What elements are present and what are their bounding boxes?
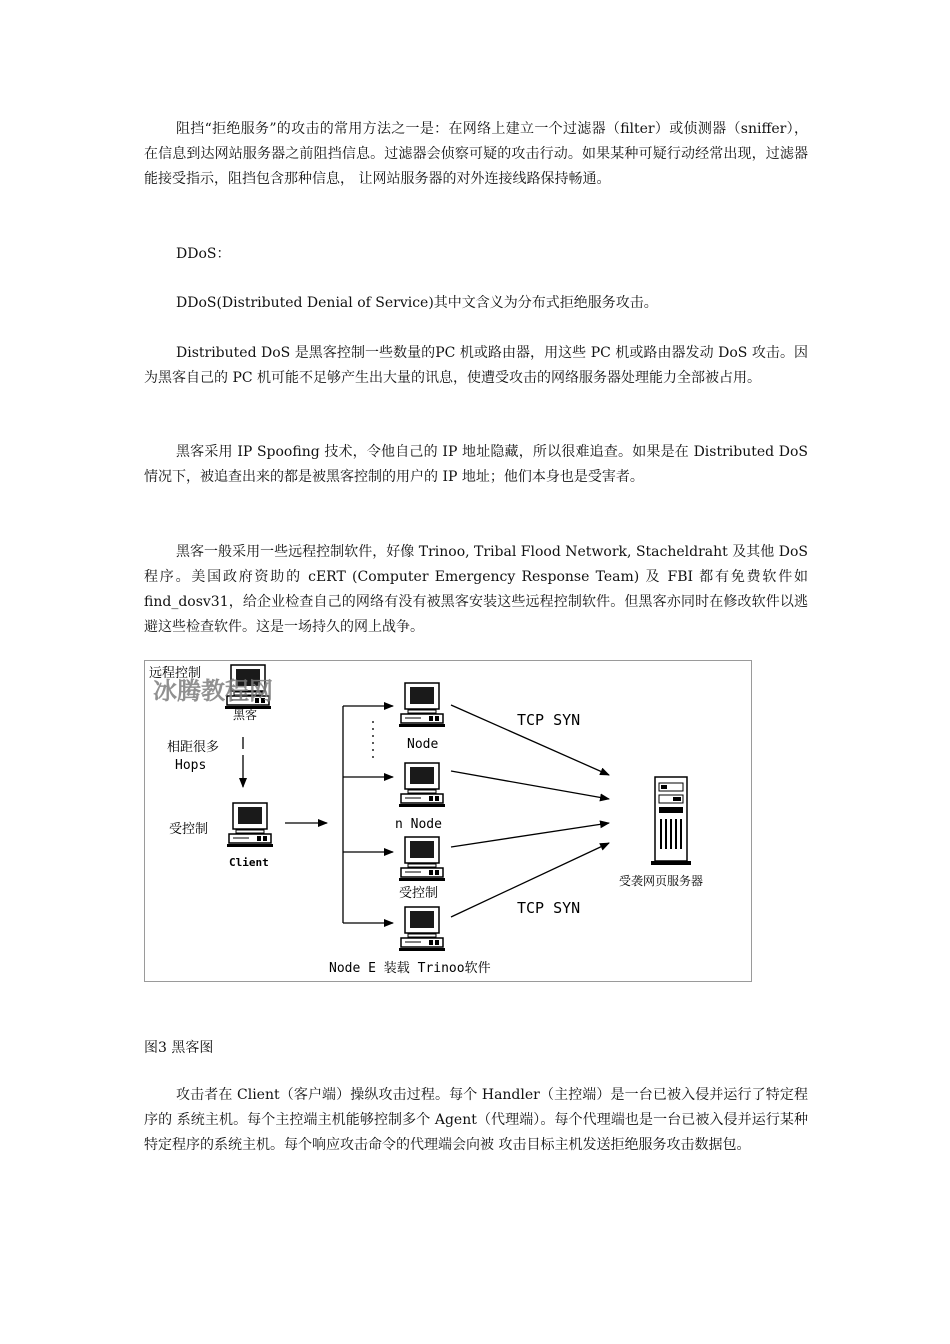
client-computer-icon <box>227 803 273 847</box>
paragraph-attack-process: 攻击者在 Client（客户端）操纵攻击过程。每个 Handler（主控端）是一台已被入侵并运行了特定程序的 系统主机。每个主控端主机能够控制多个 Agent（代理端）。每个代理端也是一台已被入侵并运行某种特定程序的系统主机。每个响应攻击命令的代理端会向被 攻击目标主机发送拒绝服务攻击数据包。 <box>144 1087 808 1153</box>
paragraph-ddos-heading: DDoS： <box>176 246 231 262</box>
server-tower-icon <box>651 777 691 865</box>
remote-control-label: 远程控制 <box>149 666 202 681</box>
n-node-computer-icon <box>399 763 445 807</box>
paragraph-distributed-dos: Distributed DoS 是黑客控制一些数量的PC 机或路由器，用这些 PC 机或路由器发动 DoS 攻击。因为黑客自己的 PC 机可能不足够产生出大量的讯息，使遭受攻击的网络服务器处理能力全部被占用。 <box>144 345 808 386</box>
paragraph-remote-control-software: 黑客一般采用一些远程控制软件，好像 Trinoo, Tribal Flood Network, Stacheldraht 及其他 DoS 程序。美国政府资助的 cERT (Computer Emergency Response Team) 及 FBI 都有免费软件如 find_dosv31，给企业检查自己的网络有没有被黑客安装这些远程控制软件。但黑客亦同时在修改软件以逃避这些检查软件。这是一场持久的网上战争。 <box>144 544 808 635</box>
tcp-syn-label-top: TCP SYN <box>517 711 581 729</box>
paragraph-ddos-definition: DDoS(Distributed Denial of Service)其中文含义为分布式拒绝服务攻击。 <box>176 295 658 311</box>
attack-arrow-controlled <box>451 823 609 847</box>
ddos-diagram <box>145 661 751 981</box>
node-label: Node <box>407 737 439 752</box>
controlled-node-computer-icon <box>399 837 445 881</box>
node-computer-icon <box>399 683 445 727</box>
hops-label-en: Hops <box>175 758 207 773</box>
node-e-computer-icon <box>399 907 445 951</box>
figure-caption: 图3 黑客图 <box>144 1040 214 1056</box>
watermark-logo: 冰腾教程网 <box>153 677 273 705</box>
node-e-label: Node E 装载 Trinoo软件 <box>329 961 491 976</box>
ddos-diagram-figure <box>144 660 752 982</box>
n-node-label: n Node <box>395 817 442 832</box>
paragraph-filter-method: 阻挡“拒绝服务”的攻击的常用方法之一是：在网络上建立一个过滤器（filter）或侦测器（sniffer），在信息到达网站服务器之前阻挡信息。过滤器会侦察可疑的攻击行动。如果某种可疑行动经常出现，过滤器能接受指示，阻挡包含那种信息， 让网站服务器的对外连接线路保持畅通。 <box>144 121 808 187</box>
hops-label-cn: 相距很多 <box>167 740 220 755</box>
attack-arrow-n-node <box>451 771 609 799</box>
paragraph-ip-spoofing: 黑客采用 IP Spoofing 技术，令他自己的 IP 地址隐藏，所以很难追查。如果是在 Distributed DoS 情况下，被追查出来的都是被黑客控制的用户的 IP 地址；他们本身也是受害者。 <box>144 444 808 485</box>
tcp-syn-label-bottom: TCP SYN <box>517 899 581 917</box>
controlled-label-left: 受控制 <box>169 822 209 837</box>
server-label: 受袭网页服务器 <box>619 874 704 888</box>
client-label: Client <box>229 856 269 869</box>
hacker-label: 黑客 <box>233 708 258 722</box>
controlled-label-node: 受控制 <box>399 886 439 901</box>
